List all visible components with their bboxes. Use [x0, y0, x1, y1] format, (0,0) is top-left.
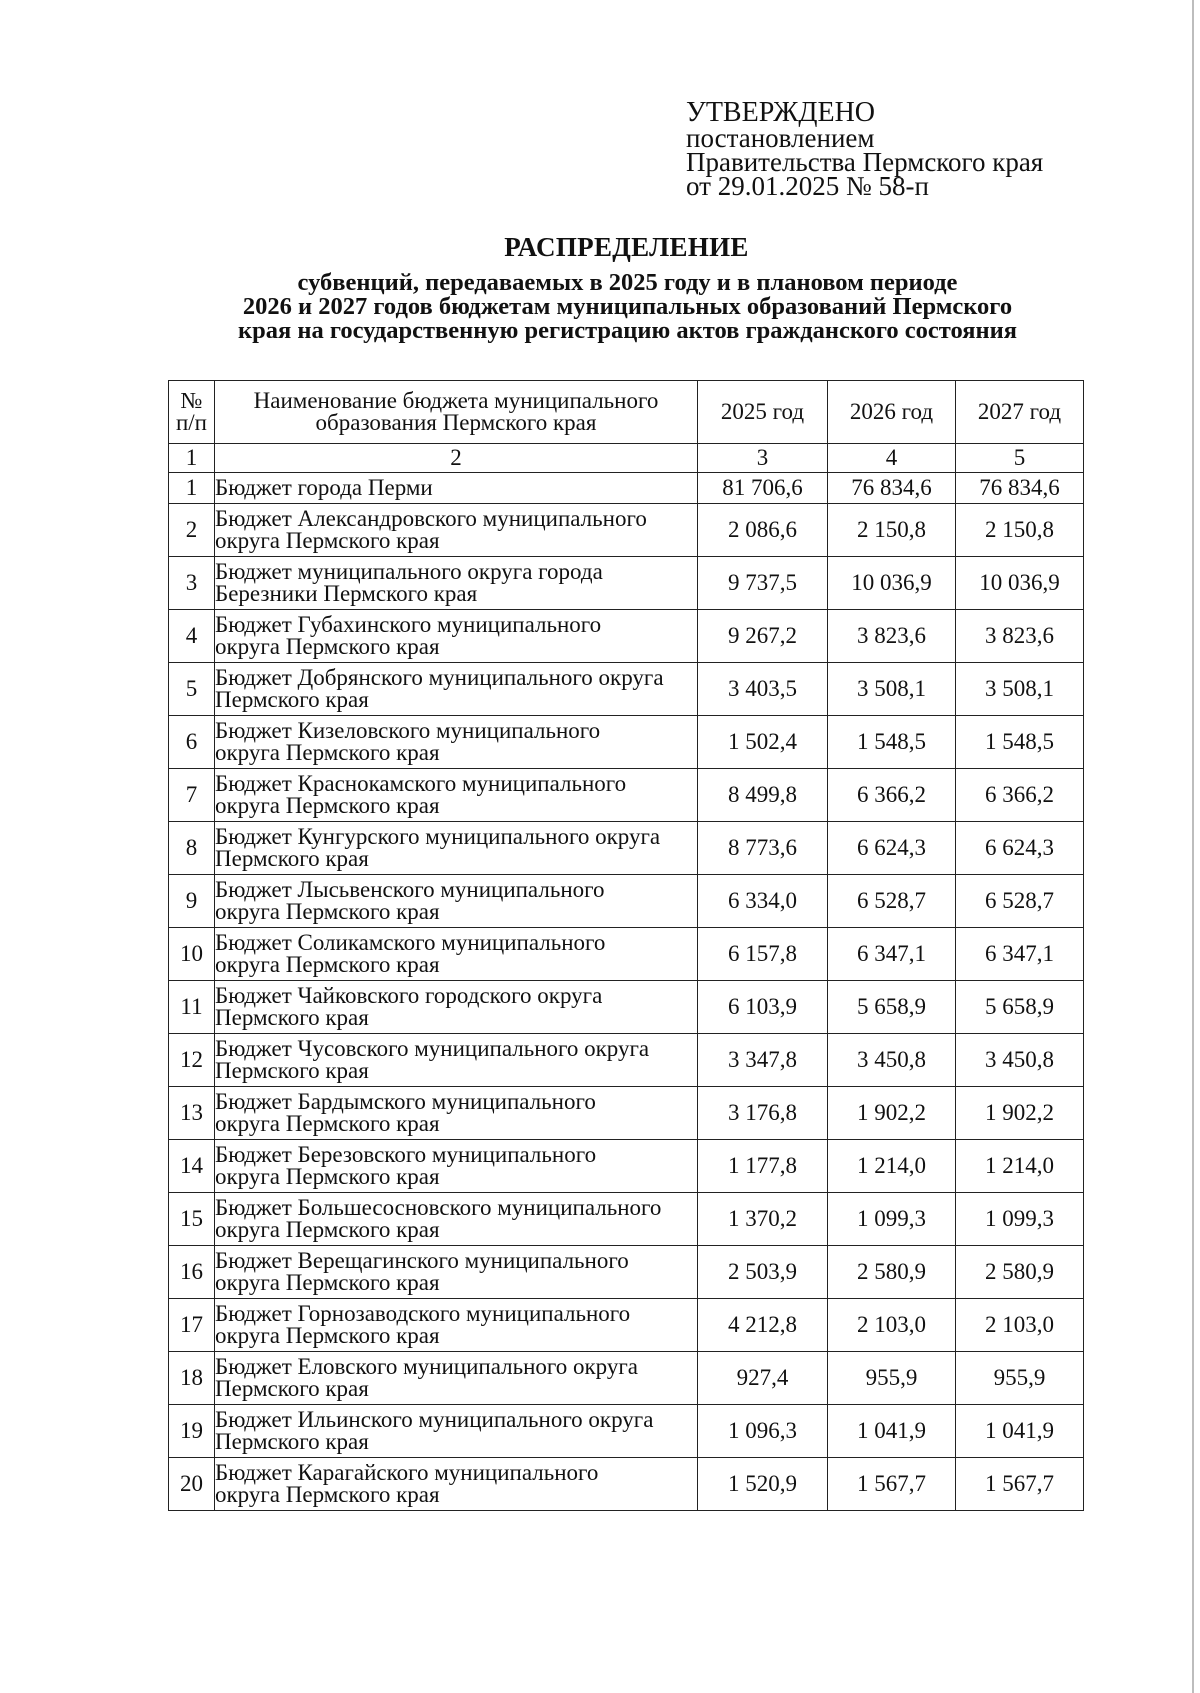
budget-name-line-2: округа Пермского края [215, 634, 440, 659]
approval-line-date: от 29.01.2025 № 58-п [686, 171, 929, 201]
row-value-2027: 10 036,9 [956, 557, 1084, 610]
distribution-table [168, 380, 1084, 1511]
budget-name-line-2: округа Пермского края [215, 952, 440, 977]
row-number: 17 [169, 1299, 215, 1352]
budget-name-line-1: Бюджет Большесосновского муниципального [215, 1195, 662, 1220]
row-value-2027: 2 580,9 [956, 1246, 1084, 1299]
row-number: 10 [169, 928, 215, 981]
budget-name-line-2: округа Пермского края [215, 528, 440, 553]
budget-name-line-1: Бюджет Кизеловского муниципального [215, 718, 601, 743]
header-number: № п/п [169, 381, 215, 444]
row-value-2027: 2 103,0 [956, 1299, 1084, 1352]
index-cell: 1 [169, 444, 215, 473]
budget-name-line-1: Бюджет Краснокамского муниципального [215, 771, 627, 796]
row-value-2025: 6 157,8 [698, 928, 828, 981]
row-budget-name [215, 822, 698, 875]
budget-name-line-2: Пермского края [215, 687, 369, 712]
row-number: 16 [169, 1246, 215, 1299]
row-value-2025: 1 502,4 [698, 716, 828, 769]
budget-name-line-2: округа Пермского края [215, 1323, 440, 1348]
table-row [169, 663, 1084, 716]
table-row [169, 1352, 1084, 1405]
table-row [169, 928, 1084, 981]
budget-name-line-1: Бюджет Чайковского городского округа [215, 983, 603, 1008]
row-budget-name [215, 928, 698, 981]
row-value-2026: 6 366,2 [828, 769, 956, 822]
row-value-2027: 3 450,8 [956, 1034, 1084, 1087]
row-number: 15 [169, 1193, 215, 1246]
approval-heading: УТВЕРЖДЕНО [686, 97, 876, 128]
row-value-2027: 955,9 [956, 1352, 1084, 1405]
budget-name-line-2: округа Пермского края [215, 1111, 440, 1136]
row-number: 18 [169, 1352, 215, 1405]
budget-name-line-1: Бюджет города Перми [215, 475, 433, 500]
row-budget-name [215, 663, 698, 716]
row-value-2026: 2 150,8 [828, 504, 956, 557]
row-value-2025: 6 334,0 [698, 875, 828, 928]
budget-name-line-2: округа Пермского края [215, 1164, 440, 1189]
table-body [169, 473, 1084, 1511]
row-budget-name [215, 1246, 698, 1299]
budget-name-line-1: Бюджет Губахинского муниципального [215, 612, 602, 637]
budget-name-line-1: Бюджет Еловского муниципального округа [215, 1354, 639, 1379]
row-number: 4 [169, 610, 215, 663]
table-row [169, 1087, 1084, 1140]
row-value-2025: 8 773,6 [698, 822, 828, 875]
row-value-2027: 1 548,5 [956, 716, 1084, 769]
budget-name-line-2: округа Пермского края [215, 1482, 440, 1507]
row-number: 12 [169, 1034, 215, 1087]
row-value-2027: 2 150,8 [956, 504, 1084, 557]
row-value-2026: 1 041,9 [828, 1405, 956, 1458]
table-index-row [169, 444, 1084, 473]
row-budget-name [215, 1352, 698, 1405]
row-value-2027: 6 366,2 [956, 769, 1084, 822]
document-title: РАСПРЕДЕЛЕНИЕ [504, 232, 749, 262]
row-value-2025: 1 177,8 [698, 1140, 828, 1193]
table-row [169, 1140, 1084, 1193]
approval-line-government: Правительства Пермского края [686, 147, 1044, 177]
row-budget-name [215, 1087, 698, 1140]
subtitle-line-3: края на государственную регистрацию актов гражданского состояния [237, 317, 1018, 344]
row-budget-name [215, 1034, 698, 1087]
row-value-2026: 10 036,9 [828, 557, 956, 610]
row-value-2025: 9 267,2 [698, 610, 828, 663]
table-row [169, 504, 1084, 557]
row-value-2026: 1 902,2 [828, 1087, 956, 1140]
row-number: 9 [169, 875, 215, 928]
table-row [169, 1246, 1084, 1299]
row-value-2026: 6 624,3 [828, 822, 956, 875]
table-row [169, 822, 1084, 875]
row-budget-name [215, 716, 698, 769]
row-value-2027: 6 347,1 [956, 928, 1084, 981]
row-value-2025: 4 212,8 [698, 1299, 828, 1352]
row-number: 1 [169, 473, 215, 504]
row-number: 2 [169, 504, 215, 557]
budget-name-line-1: Бюджет Верещагинского муниципального [215, 1248, 629, 1273]
budget-name-line-1: Бюджет Березовского муниципального [215, 1142, 597, 1167]
row-value-2026: 2 103,0 [828, 1299, 956, 1352]
budget-name-line-2: Пермского края [215, 1376, 369, 1401]
table-row [169, 981, 1084, 1034]
table-row [169, 557, 1084, 610]
budget-name-line-1: Бюджет Александровского муниципального [215, 506, 647, 531]
row-budget-name [215, 610, 698, 663]
row-value-2026: 1 548,5 [828, 716, 956, 769]
header-2027: 2027 год [956, 381, 1084, 444]
subtitle-line-1: субвенций, передаваемых в 2025 году и в плановом периоде [297, 269, 958, 296]
row-number: 5 [169, 663, 215, 716]
row-number: 7 [169, 769, 215, 822]
row-budget-name [215, 504, 698, 557]
row-value-2026: 3 450,8 [828, 1034, 956, 1087]
row-value-2025: 8 499,8 [698, 769, 828, 822]
budget-name-line-1: Бюджет Бардымского муниципального [215, 1089, 596, 1114]
row-value-2026: 2 580,9 [828, 1246, 956, 1299]
row-number: 11 [169, 981, 215, 1034]
subtitle-line-2: 2026 и 2027 годов бюджетам муниципальных образований Пермского [242, 293, 1013, 320]
approval-stamp [686, 97, 1044, 201]
row-budget-name [215, 981, 698, 1034]
header-2025: 2025 год [698, 381, 828, 444]
row-budget-name [215, 1405, 698, 1458]
row-value-2027: 3 823,6 [956, 610, 1084, 663]
row-budget-name [215, 557, 698, 610]
header-2026: 2026 год [828, 381, 956, 444]
row-number: 19 [169, 1405, 215, 1458]
index-cell: 4 [828, 444, 956, 473]
index-cell: 5 [956, 444, 1084, 473]
row-value-2026: 5 658,9 [828, 981, 956, 1034]
row-number: 3 [169, 557, 215, 610]
row-value-2025: 1 370,2 [698, 1193, 828, 1246]
row-number: 8 [169, 822, 215, 875]
table-row [169, 716, 1084, 769]
row-value-2025: 3 176,8 [698, 1087, 828, 1140]
row-value-2027: 1 567,7 [956, 1458, 1084, 1511]
budget-name-line-1: Бюджет Лысьвенского муниципального [215, 877, 605, 902]
row-value-2025: 1 096,3 [698, 1405, 828, 1458]
table-row [169, 1405, 1084, 1458]
row-value-2026: 1 567,7 [828, 1458, 956, 1511]
row-budget-name [215, 1299, 698, 1352]
row-value-2025: 1 520,9 [698, 1458, 828, 1511]
row-value-2027: 1 902,2 [956, 1087, 1084, 1140]
table-header-row [169, 381, 1084, 444]
row-value-2027: 6 624,3 [956, 822, 1084, 875]
row-value-2025: 2 086,6 [698, 504, 828, 557]
budget-name-line-1: Бюджет Соликамского муниципального [215, 930, 606, 955]
row-value-2027: 6 528,7 [956, 875, 1084, 928]
row-budget-name [215, 875, 698, 928]
row-budget-name [215, 1458, 698, 1511]
row-value-2025: 9 737,5 [698, 557, 828, 610]
row-budget-name [215, 1193, 698, 1246]
budget-name-line-1: Бюджет Чусовского муниципального округа [215, 1036, 650, 1061]
budget-name-line-2: Березники Пермского края [215, 581, 478, 606]
row-number: 14 [169, 1140, 215, 1193]
row-value-2026: 1 099,3 [828, 1193, 956, 1246]
table-row [169, 1034, 1084, 1087]
table-row [169, 1299, 1084, 1352]
budget-name-line-2: округа Пермского края [215, 740, 440, 765]
row-value-2026: 3 508,1 [828, 663, 956, 716]
row-value-2025: 6 103,9 [698, 981, 828, 1034]
row-value-2027: 3 508,1 [956, 663, 1084, 716]
budget-name-line-2: Пермского края [215, 1005, 369, 1030]
table-row [169, 610, 1084, 663]
row-value-2026: 76 834,6 [828, 473, 956, 504]
budget-name-line-2: округа Пермского края [215, 793, 440, 818]
budget-name-line-1: Бюджет Карагайского муниципального [215, 1460, 599, 1485]
budget-name-line-2: округа Пермского края [215, 1217, 440, 1242]
row-number: 20 [169, 1458, 215, 1511]
table-row [169, 875, 1084, 928]
row-value-2026: 3 823,6 [828, 610, 956, 663]
table-row [169, 473, 1084, 504]
budget-name-line-1: Бюджет Кунгурского муниципального округа [215, 824, 661, 849]
budget-name-line-1: Бюджет муниципального округа города [215, 559, 603, 584]
row-value-2026: 1 214,0 [828, 1140, 956, 1193]
budget-name-line-2: Пермского края [215, 1429, 369, 1454]
budget-name-line-2: округа Пермского края [215, 1270, 440, 1295]
row-value-2025: 81 706,6 [698, 473, 828, 504]
row-budget-name [215, 473, 698, 504]
row-value-2025: 2 503,9 [698, 1246, 828, 1299]
approval-line-decree: постановлением [686, 123, 875, 153]
table-row [169, 1458, 1084, 1511]
budget-name-line-1: Бюджет Добрянского муниципального округа [215, 665, 664, 690]
row-budget-name [215, 769, 698, 822]
budget-name-line-2: Пермского края [215, 846, 369, 871]
row-value-2027: 1 214,0 [956, 1140, 1084, 1193]
row-budget-name [215, 1140, 698, 1193]
row-value-2027: 76 834,6 [956, 473, 1084, 504]
table-row [169, 1193, 1084, 1246]
index-cell: 3 [698, 444, 828, 473]
budget-name-line-1: Бюджет Горнозаводского муниципального [215, 1301, 631, 1326]
row-value-2027: 5 658,9 [956, 981, 1084, 1034]
header-budget-name: Наименование бюджета муниципального образования Пермского края [215, 381, 698, 444]
row-value-2027: 1 099,3 [956, 1193, 1084, 1246]
budget-name-line-2: Пермского края [215, 1058, 369, 1083]
budget-name-line-1: Бюджет Ильинского муниципального округа [215, 1407, 654, 1432]
index-cell: 2 [215, 444, 698, 473]
row-value-2026: 6 528,7 [828, 875, 956, 928]
row-number: 13 [169, 1087, 215, 1140]
row-value-2025: 927,4 [698, 1352, 828, 1405]
row-number: 6 [169, 716, 215, 769]
row-value-2026: 6 347,1 [828, 928, 956, 981]
row-value-2025: 3 403,5 [698, 663, 828, 716]
budget-name-line-2: округа Пермского края [215, 899, 440, 924]
row-value-2027: 1 041,9 [956, 1405, 1084, 1458]
table-row [169, 769, 1084, 822]
document-subtitle [170, 271, 1085, 343]
row-value-2025: 3 347,8 [698, 1034, 828, 1087]
row-value-2026: 955,9 [828, 1352, 956, 1405]
